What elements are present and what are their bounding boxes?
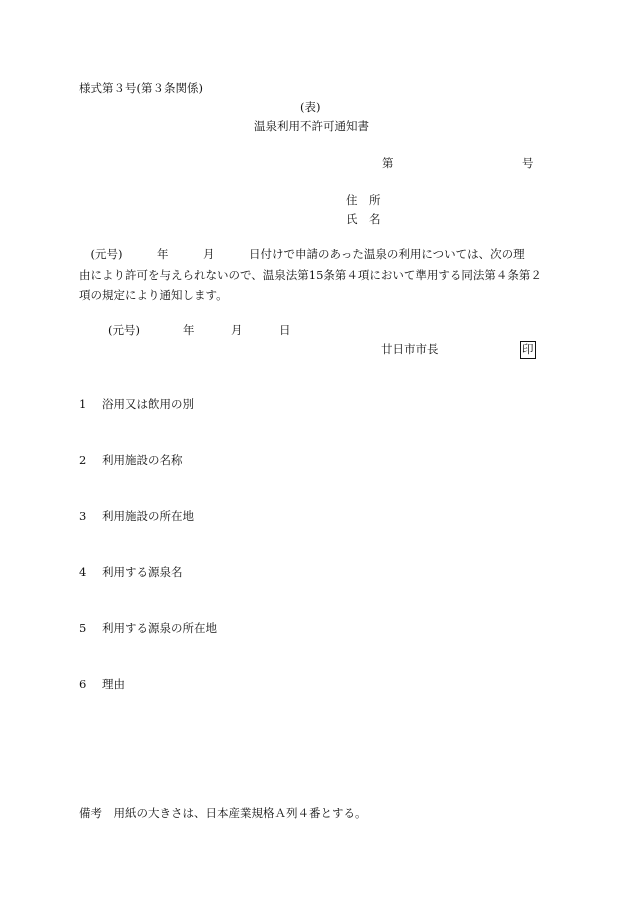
issue-date-day: 日 xyxy=(279,323,291,337)
item-number: 1 xyxy=(79,397,87,411)
body-text-line: 由により許可を与えられないので、温泉法第15条第４項において準用する同法第４条第２ xyxy=(79,268,542,282)
list-item xyxy=(79,399,194,411)
body-text-line: (元号) 年 月 日付けで申請のあった温泉の利用については、次の理 xyxy=(79,247,525,261)
side-label: (表) xyxy=(300,100,321,114)
item-number: 3 xyxy=(79,509,87,523)
item-number: 5 xyxy=(79,621,87,635)
item-label: 理由 xyxy=(102,677,125,691)
list-item xyxy=(79,679,125,691)
list-item xyxy=(79,623,217,635)
list-item xyxy=(79,455,183,467)
item-label: 利用する源泉の所在地 xyxy=(102,621,217,635)
issue-date-era: (元号) xyxy=(108,323,140,337)
form-number: 様式第３号(第３条関係) xyxy=(79,81,203,95)
name-label: 氏 名 xyxy=(346,212,381,226)
item-label: 利用施設の所在地 xyxy=(102,509,194,523)
issue-date-year: 年 xyxy=(183,323,195,337)
document-title: 温泉利用不許可通知書 xyxy=(254,119,369,133)
item-label: 浴用又は飲用の別 xyxy=(102,397,194,411)
address-label: 住 所 xyxy=(346,193,381,207)
issue-date-month: 月 xyxy=(231,323,243,337)
body-text-line: 項の規定により通知します。 xyxy=(79,288,228,302)
item-number: 6 xyxy=(79,677,87,691)
remarks-note: 備考 用紙の大きさは、日本産業規格Ａ列４番とする。 xyxy=(79,806,367,820)
item-number: 2 xyxy=(79,453,87,467)
list-item xyxy=(79,511,194,523)
document-number-suffix: 号 xyxy=(522,156,534,170)
item-label: 利用施設の名称 xyxy=(102,453,183,467)
document-number-prefix: 第 xyxy=(382,156,394,170)
list-item xyxy=(79,567,183,579)
item-number: 4 xyxy=(79,565,87,579)
seal-box: 印 xyxy=(520,341,536,359)
issuer-title: 廿日市市長 xyxy=(381,342,439,356)
item-label: 利用する源泉名 xyxy=(102,565,183,579)
